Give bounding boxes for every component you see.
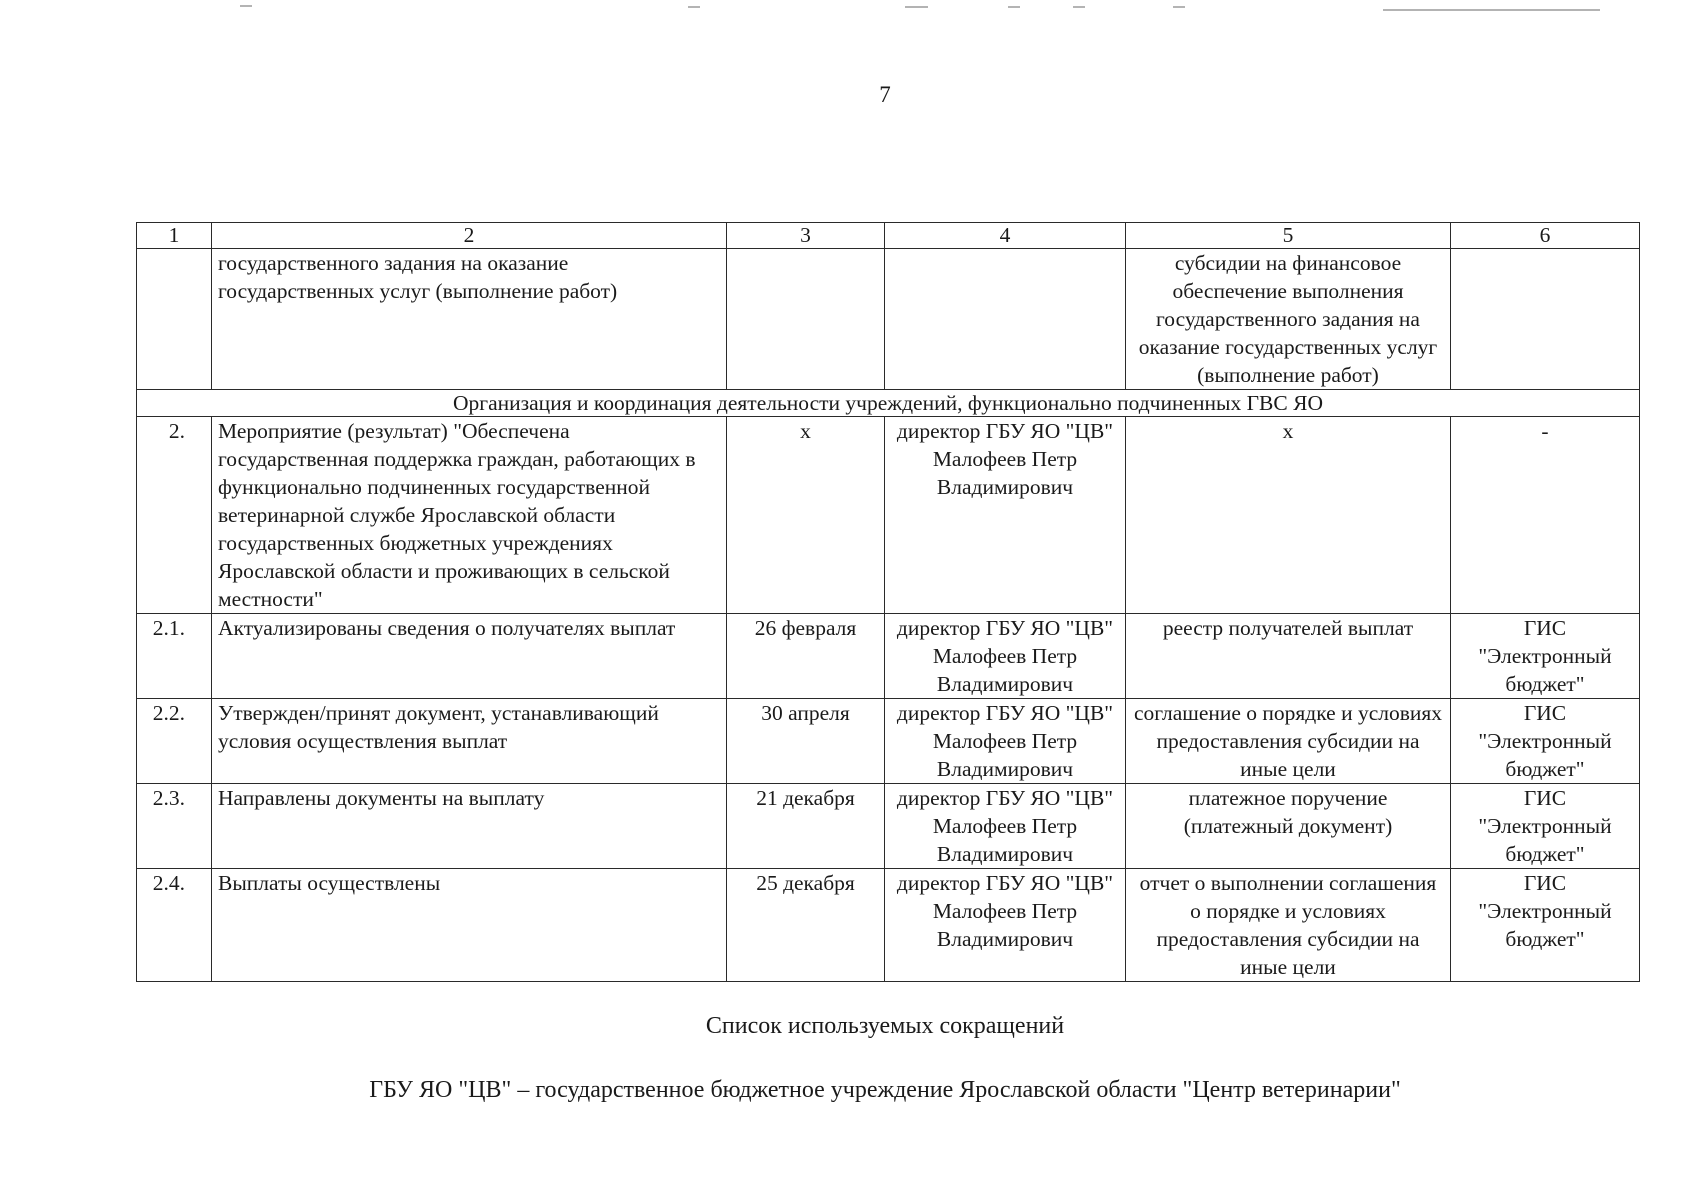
table-row — [137, 869, 1640, 982]
cell-date: 30 апреля — [727, 699, 885, 784]
cell-date: 26 февраля — [727, 614, 885, 699]
table-row — [137, 417, 1640, 614]
header-cell-4: 4 — [885, 223, 1126, 249]
cell-document: реестр получателей выплат — [1126, 614, 1451, 699]
cell-responsible — [885, 249, 1126, 390]
cell-name: Направлены документы на выплату — [212, 784, 727, 869]
cell-num: 2.3. — [137, 784, 212, 869]
cell-name: Утвержден/принят документ, устанавливающий условия осуществления выплат — [212, 699, 727, 784]
cell-document: платежное поручение (платежный документ) — [1126, 784, 1451, 869]
cell-date — [727, 249, 885, 390]
cell-responsible: директор ГБУ ЯО "ЦВ" Малофеев Петр Владимирович — [885, 417, 1126, 614]
cell-document: х — [1126, 417, 1451, 614]
cell-responsible: директор ГБУ ЯО "ЦВ" Малофеев Петр Владимирович — [885, 869, 1126, 982]
cell-date: 25 декабря — [727, 869, 885, 982]
cell-system: ГИС "Электронный бюджет" — [1451, 699, 1640, 784]
cell-responsible: директор ГБУ ЯО "ЦВ" Малофеев Петр Владимирович — [885, 784, 1126, 869]
cell-responsible: директор ГБУ ЯО "ЦВ" Малофеев Петр Владимирович — [885, 614, 1126, 699]
cell-system: ГИС "Электронный бюджет" — [1451, 614, 1640, 699]
cell-date: х — [727, 417, 885, 614]
cell-responsible: директор ГБУ ЯО "ЦВ" Малофеев Петр Владимирович — [885, 699, 1126, 784]
cell-num: 2.1. — [137, 614, 212, 699]
cell-name: государственного задания на оказание государственных услуг (выполнение работ) — [212, 249, 727, 390]
cell-document: соглашение о порядке и условиях предоставления субсидии на иные цели — [1126, 699, 1451, 784]
cell-system: - — [1451, 417, 1640, 614]
header-cell-6: 6 — [1451, 223, 1640, 249]
abbreviations-title: Список используемых сокращений — [705, 1013, 1065, 1039]
table-row-continuation — [137, 249, 1640, 390]
header-cell-3: 3 — [727, 223, 885, 249]
table-row — [137, 784, 1640, 869]
activity-table — [136, 222, 1640, 982]
cell-num: 2.2. — [137, 699, 212, 784]
cell-system: ГИС "Электронный бюджет" — [1451, 869, 1640, 982]
cell-system: ГИС "Электронный бюджет" — [1451, 784, 1640, 869]
header-cell-1: 1 — [137, 223, 212, 249]
cell-num: 2. — [137, 417, 212, 614]
cell-name: Мероприятие (результат) "Обеспечена государственная поддержка граждан, работающих в функционально подчиненных государственной ветеринарной службе Ярославской области государственных бюджетных учреждениях Ярославской области и проживающих в сельской местности" — [212, 417, 727, 614]
section-title: Организация и координация деятельности учреждений, функционально подчиненных ГВС ЯО — [137, 390, 1640, 417]
table-section-row — [137, 390, 1640, 417]
cell-num: 2.4. — [137, 869, 212, 982]
cell-document: отчет о выполнении соглашения о порядке и условиях предоставления субсидии на иные цели — [1126, 869, 1451, 982]
header-cell-2: 2 — [212, 223, 727, 249]
cell-document: субсидии на финансовое обеспечение выполнения государственного задания на оказание государственных услуг (выполнение работ) — [1126, 249, 1451, 390]
table-row — [137, 614, 1640, 699]
cell-system — [1451, 249, 1640, 390]
table-row — [137, 699, 1640, 784]
cell-date: 21 декабря — [727, 784, 885, 869]
cell-name: Актуализированы сведения о получателях выплат — [212, 614, 727, 699]
header-cell-5: 5 — [1126, 223, 1451, 249]
scan-artifacts — [0, 0, 1697, 24]
table-header-row — [137, 223, 1640, 249]
page-number: 7 — [879, 82, 891, 107]
cell-num — [137, 249, 212, 390]
abbreviation-line: ГБУ ЯО "ЦВ" – государственное бюджетное учреждение Ярославской области "Центр ветеринарии" — [369, 1077, 1401, 1103]
cell-name: Выплаты осуществлены — [212, 869, 727, 982]
